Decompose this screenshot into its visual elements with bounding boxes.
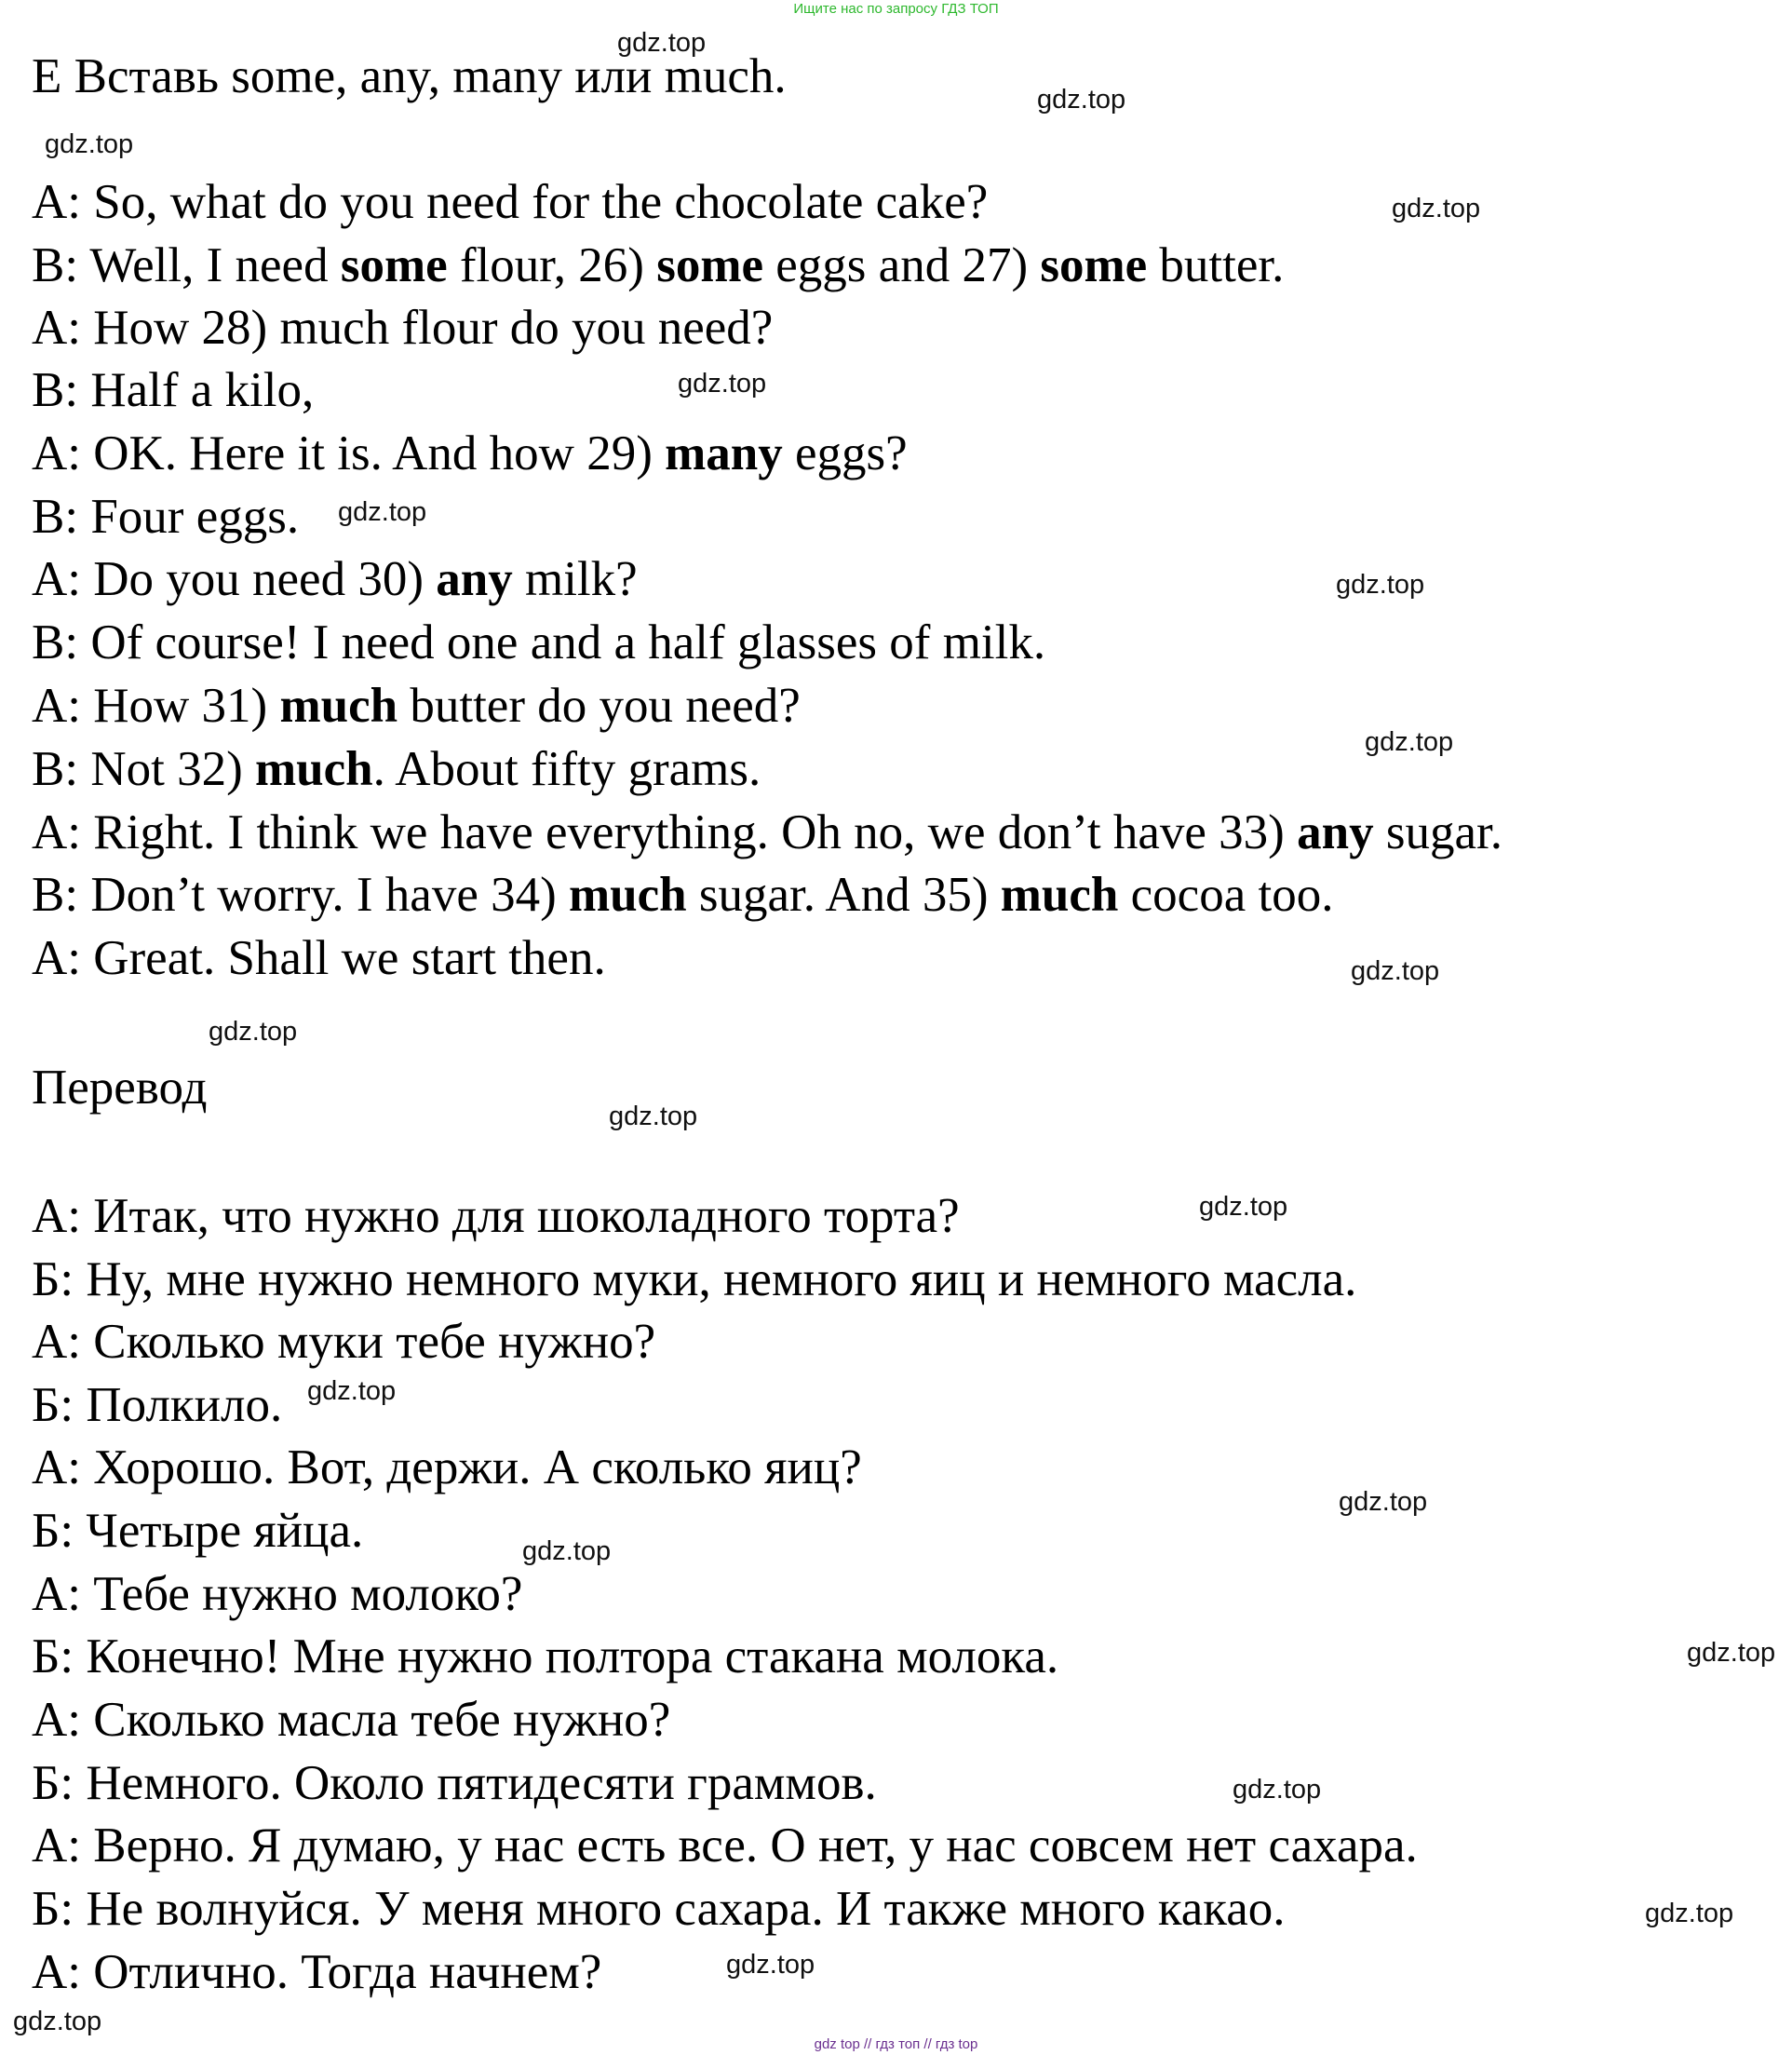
dialogue-line <box>32 804 1502 860</box>
dialogue-text: A: How 31) <box>32 679 280 733</box>
answer-word: any <box>436 552 513 606</box>
dialogue-text: . About fifty grams. <box>372 742 761 796</box>
watermark: gdz.top <box>617 28 707 58</box>
dialogue-text: A: OK. Here it is. And how 29) <box>32 426 666 480</box>
dialogue-line <box>32 237 1284 293</box>
dialogue-text: A: Great. Shall we start then. <box>32 931 606 985</box>
dialogue-text: B: Don’t worry. I have 34) <box>32 868 569 922</box>
answer-word: many <box>665 426 783 480</box>
dialogue-text: B: Four eggs. <box>32 490 300 544</box>
dialogue-text: A: How 28) much flour do you need? <box>32 301 774 355</box>
dialogue-text: B: Of course! I need one and a half glasses of milk. <box>32 615 1046 669</box>
watermark: gdz.top <box>209 1017 298 1047</box>
dialogue-line <box>32 551 638 607</box>
dialogue-text: milk? <box>512 552 638 606</box>
watermark: gdz.top <box>1351 956 1440 986</box>
dialogue-line <box>32 174 988 230</box>
watermark: gdz.top <box>338 497 427 527</box>
top-banner-link[interactable]: Ищите нас по запросу ГДЗ ТОП <box>793 1 999 17</box>
answer-word: any <box>1297 805 1374 859</box>
dialogue-line <box>32 741 761 797</box>
watermark: gdz.top <box>726 1950 815 1980</box>
translation-line: Б: Не волнуйся. У меня много сахара. И также много какао. <box>32 1882 1286 1936</box>
dialogue-text: flour, 26) <box>447 238 657 292</box>
watermark: gdz.top <box>1645 1899 1734 1928</box>
answer-word: much <box>279 679 398 733</box>
watermark: gdz.top <box>678 369 767 399</box>
dialogue-text: sugar. <box>1373 805 1502 859</box>
answer-word: some <box>656 238 764 292</box>
translation-heading: Перевод <box>32 1061 208 1115</box>
watermark: gdz.top <box>1365 727 1454 757</box>
answer-word: much <box>569 868 687 922</box>
translation-line: А: Сколько муки тебе нужно? <box>32 1315 656 1369</box>
translation-line: А: Верно. Я думаю, у нас есть все. О нет, у нас совсем нет сахара. <box>32 1818 1418 1872</box>
dialogue-text: butter do you need? <box>397 679 801 733</box>
answer-word: some <box>340 238 448 292</box>
dialogue-text: B: Well, I need <box>32 238 341 292</box>
dialogue-text: B: Half a kilo, <box>32 363 315 417</box>
dialogue-text: A: So, what do you need for the chocolate cake? <box>32 175 989 229</box>
watermark: gdz.top <box>1199 1192 1288 1222</box>
watermark: gdz.top <box>1687 1638 1776 1668</box>
dialogue-text: sugar. And 35) <box>686 868 1001 922</box>
translation-line: Б: Четыре яйца. <box>32 1504 364 1558</box>
dialogue-line <box>32 489 299 545</box>
dialogue-text: A: Do you need 30) <box>32 552 437 606</box>
task-title: E Вставь some, any, many или much. <box>32 49 787 103</box>
watermark: gdz.top <box>13 2007 102 2036</box>
watermark: gdz.top <box>45 129 134 159</box>
watermark: gdz.top <box>1392 194 1481 223</box>
dialogue-text: eggs and 27) <box>763 238 1041 292</box>
watermark: gdz.top <box>1336 570 1425 600</box>
dialogue-text: butter. <box>1147 238 1285 292</box>
dialogue-line <box>32 362 314 418</box>
translation-line: Б: Немного. Около пятидесяти граммов. <box>32 1756 877 1810</box>
dialogue-text: A: Right. I think we have everything. Oh no, we don’t have 33) <box>32 805 1298 859</box>
dialogue-line <box>32 426 908 481</box>
watermark: gdz.top <box>609 1102 698 1131</box>
dialogue-line <box>32 615 1045 670</box>
dialogue-text: B: Not 32) <box>32 742 255 796</box>
dialogue-line <box>32 930 606 986</box>
translation-line: Б: Конечно! Мне нужно полтора стакана молока. <box>32 1629 1059 1683</box>
watermark: gdz.top <box>1233 1775 1322 1805</box>
watermark: gdz.top <box>1037 85 1126 115</box>
dialogue-line <box>32 300 773 356</box>
dialogue-text: eggs? <box>782 426 908 480</box>
answer-word: much <box>1000 868 1119 922</box>
translation-line: А: Отлично. Тогда начнем? <box>32 1945 602 1999</box>
translation-line: А: Итак, что нужно для шоколадного торта? <box>32 1189 960 1243</box>
answer-word: some <box>1040 238 1148 292</box>
translation-line: А: Тебе нужно молоко? <box>32 1567 523 1621</box>
answer-word: much <box>254 742 373 796</box>
dialogue-line <box>32 678 801 734</box>
watermark: gdz.top <box>522 1536 612 1566</box>
translation-line: Б: Ну, мне нужно немного муки, немного яиц и немного масла. <box>32 1252 1357 1306</box>
dialogue-line <box>32 867 1333 923</box>
bottom-banner-link[interactable]: gdz top // гдз топ // гдз top <box>814 2036 978 2052</box>
translation-line: А: Сколько масла тебе нужно? <box>32 1693 671 1747</box>
translation-line: А: Хорошо. Вот, держи. А сколько яиц? <box>32 1440 862 1494</box>
dialogue-text: cocoa too. <box>1118 868 1334 922</box>
translation-line: Б: Полкило. <box>32 1378 283 1432</box>
watermark: gdz.top <box>307 1376 397 1406</box>
watermark: gdz.top <box>1339 1487 1428 1517</box>
